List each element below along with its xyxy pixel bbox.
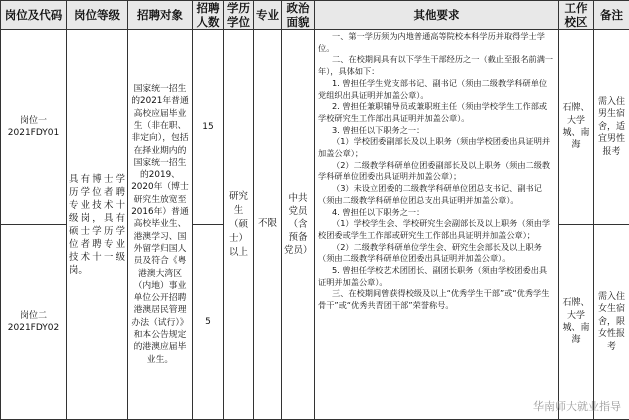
position-name: 岗位一 <box>3 115 64 127</box>
politics-cell: 中共党员（含预备党员） <box>282 30 315 420</box>
header-campus: 工作校区 <box>559 1 594 30</box>
header-position-level: 岗位等级 <box>67 1 128 30</box>
header-position-code: 岗位及代码 <box>1 1 67 30</box>
requirement-item: 3. 曾担任以下职务之一： <box>318 125 555 137</box>
position-cell <box>1 30 67 225</box>
requirement-item: 三、在校期间曾获得校级及以上“优秀学生干部”或“优秀学生骨干”或“优秀共青团干部”荣誉称号。 <box>318 288 555 311</box>
header-education: 学历学位 <box>224 1 254 30</box>
education-cell: 研究生（硕士）以上 <box>224 30 254 420</box>
position-name: 岗位二 <box>3 310 64 322</box>
header-politics: 政治面貌 <box>282 1 315 30</box>
header-target: 招聘对象 <box>128 1 193 30</box>
campus-cell: 石牌、大学城、南海 <box>559 30 594 225</box>
campus-cell: 石牌、大学城、南海 <box>559 225 594 420</box>
requirement-item: （2）二级教学科研单位学生会、研究生会部长及以上职务（须由二级教学科研单位团委出具证明并加盖公章）。 <box>318 242 555 265</box>
position-code: 2021FDY01 <box>3 127 64 139</box>
requirement-item: 5. 曾担任学校艺术团团长、副团长职务（须由学校团委出具证明并加盖公章）。 <box>318 265 555 288</box>
target-cell: 国家统一招生的2021年普通高校应届毕业生（非在职、非定向），包括在择业期内的国家统一招生的2019、2020年（博士研究生放宽至2016年）普通高校毕业生、港澳学习、国外留学归国人员及符合《粤港澳大湾区（内地）事业单位公开招聘港澳居民管理办法（试行）》和本公告规定的港澳应届毕业生。 <box>128 30 193 420</box>
header-other-requirements: 其他要求 <box>315 1 559 30</box>
watermark: 华南师大就业指导 <box>533 398 621 414</box>
requirement-item: （3）未设立团委的二级教学科研单位团总支书记、副书记（须由二级教学科研单位团总支出具证明并加盖公章）。 <box>318 183 555 206</box>
count-cell: 5 <box>193 225 224 420</box>
position-cell <box>1 225 67 420</box>
requirement-item: 2. 曾担任兼职辅导员或兼职班主任（须由学校学生工作部或学校研究生工作部出具证明并加盖公章）。 <box>318 101 555 124</box>
other-requirements-cell <box>315 30 559 420</box>
requirement-item: （2）二级教学科研单位团委副部长及以上职务（须由二级教学科研单位团委出具证明并加盖公章）； <box>318 160 555 183</box>
notes-cell: 需入住男生宿舍，适宜男性报考 <box>594 30 629 225</box>
notes-cell: 需入住女生宿舍，限女性报考 <box>594 225 629 420</box>
major-cell: 不限 <box>254 30 282 420</box>
requirement-item: 二、在校期间具有以下学生干部经历之一（截止至报名前满一年），具体如下： <box>318 54 555 77</box>
table-row <box>1 30 629 225</box>
requirement-item: 一、第一学历须为内地普通高等院校本科学历并取得学士学位。 <box>318 31 555 54</box>
count-cell: 15 <box>193 30 224 225</box>
requirement-item: 1. 曾担任学生党支部书记、副书记（须由二级教学科研单位党组织出具证明并加盖公章）。 <box>318 78 555 101</box>
requirement-item: 4. 曾担任以下职务之一： <box>318 207 555 219</box>
requirement-item: （1）学校学生会、学校研究生会副部长及以上职务（须由学校团委或学生工作部或研究生工作部出具证明并加盖公章）； <box>318 218 555 241</box>
header-row <box>1 1 629 30</box>
requirement-item: （1）学校团委副部长及以上职务（须由学校团委出具证明并加盖公章）； <box>318 136 555 159</box>
header-major: 专业 <box>254 1 282 30</box>
position-level-cell: 具有博士学历学位者聘专业技术十级岗，具有硕士学历学位者聘专业技术十一级岗。 <box>67 30 128 420</box>
position-code: 2021FDY02 <box>3 322 64 334</box>
header-count: 招聘人数 <box>193 1 224 30</box>
header-notes: 备注 <box>594 1 629 30</box>
